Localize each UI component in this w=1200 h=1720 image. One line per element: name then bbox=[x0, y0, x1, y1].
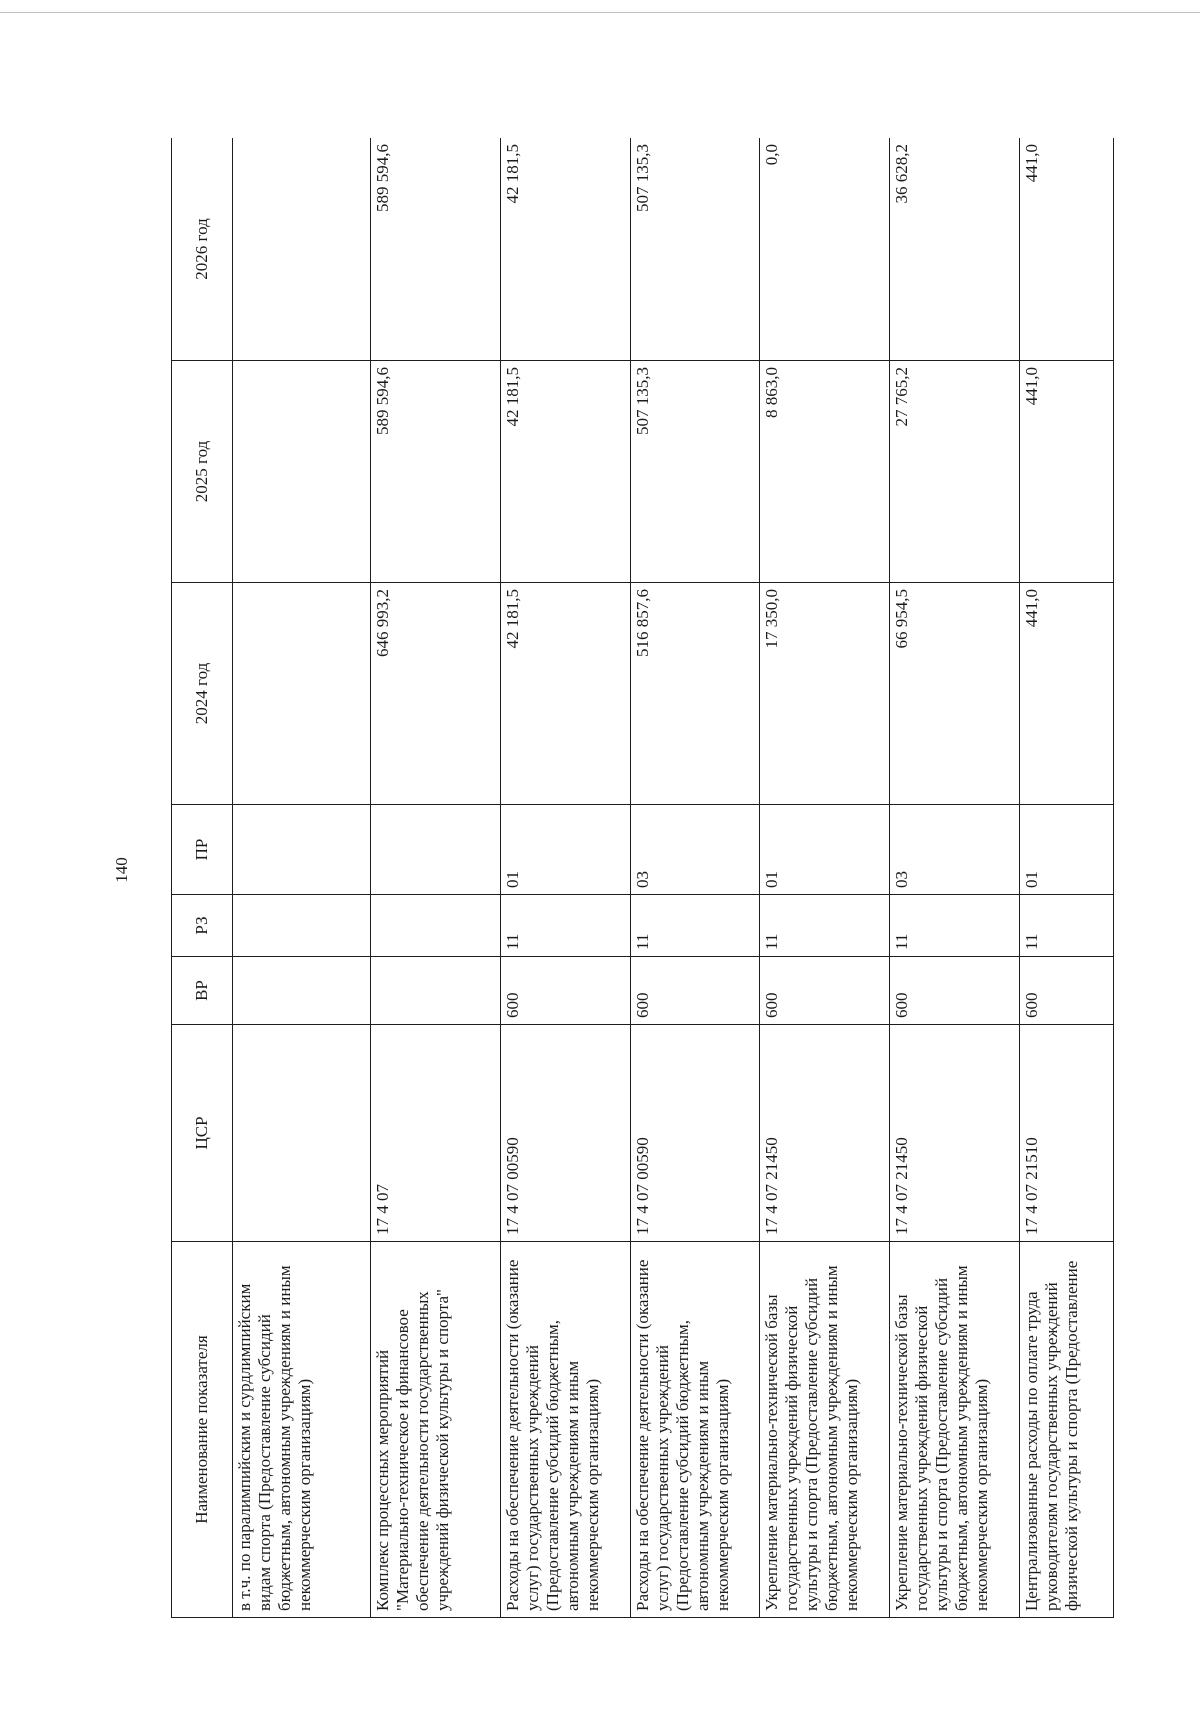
cell-csr: 17 4 07 00590 bbox=[630, 1025, 760, 1242]
cell-vr: 600 bbox=[1019, 957, 1113, 1025]
cell-2024: 66 954,5 bbox=[890, 583, 1020, 805]
cell-name: Укрепление материально-технической базы государственных учреждений физической культуры и спорта (Предоставление субсидий бюджетным, автономным учреждениям и иным некоммерческим организациям) bbox=[890, 1242, 1020, 1618]
cell-name: в т.ч. по паралимпийским и сурдлимпийским видам спорта (Предоставление субсидий бюджетным, автономным учреждениям и иным некоммерческим организациям) bbox=[233, 1242, 371, 1618]
cell-2025: 589 594,6 bbox=[370, 361, 500, 583]
cell-2025: 42 181,5 bbox=[500, 361, 630, 583]
cell-2024: 441,0 bbox=[1019, 583, 1113, 805]
table-row bbox=[500, 138, 630, 1618]
table-row bbox=[760, 138, 890, 1618]
cell-2024: 516 857,6 bbox=[630, 583, 760, 805]
cell-csr: 17 4 07 21450 bbox=[890, 1025, 1020, 1242]
cell-rz bbox=[233, 895, 371, 957]
cell-vr: 600 bbox=[760, 957, 890, 1025]
cell-csr bbox=[233, 1025, 371, 1242]
table-row bbox=[370, 138, 500, 1618]
cell-2026: 42 181,5 bbox=[500, 138, 630, 361]
cell-name: Комплекс процессных мероприятий "Материально-техническое и финансовое обеспечение деятельности государственных учреждений физической культуры и спорта" bbox=[370, 1242, 500, 1618]
cell-2026: 589 594,6 bbox=[370, 138, 500, 361]
scan-edge-line bbox=[0, 12, 1200, 13]
cell-name: Расходы на обеспечение деятельности (оказание услуг) государственных учреждений (Предоставление субсидий бюджетным, автономным учреждениям и иным некоммерческим организациям) bbox=[500, 1242, 630, 1618]
header-pr: ПР bbox=[172, 805, 233, 895]
cell-vr: 600 bbox=[630, 957, 760, 1025]
cell-vr: 600 bbox=[500, 957, 630, 1025]
cell-pr: 03 bbox=[890, 805, 1020, 895]
cell-pr: 01 bbox=[760, 805, 890, 895]
page-number: 140 bbox=[112, 857, 131, 883]
cell-rz: 11 bbox=[760, 895, 890, 957]
cell-2024: 17 350,0 bbox=[760, 583, 890, 805]
cell-pr: 01 bbox=[500, 805, 630, 895]
cell-rz: 11 bbox=[630, 895, 760, 957]
header-2026: 2026 год bbox=[172, 138, 233, 361]
header-csr: ЦСР bbox=[172, 1025, 233, 1242]
header-2025: 2025 год bbox=[172, 361, 233, 583]
cell-pr bbox=[233, 805, 371, 895]
cell-csr: 17 4 07 bbox=[370, 1025, 500, 1242]
header-rz: РЗ bbox=[172, 895, 233, 957]
table-row bbox=[630, 138, 760, 1618]
cell-2026: 507 135,3 bbox=[630, 138, 760, 361]
cell-2026: 36 628,2 bbox=[890, 138, 1020, 361]
cell-2025: 507 135,3 bbox=[630, 361, 760, 583]
cell-vr: 600 bbox=[890, 957, 1020, 1025]
budget-table-rotated bbox=[171, 138, 1114, 1618]
cell-rz: 11 bbox=[500, 895, 630, 957]
cell-rz: 11 bbox=[890, 895, 1020, 957]
cell-2024 bbox=[233, 583, 371, 805]
cell-rz: 11 bbox=[1019, 895, 1113, 957]
cell-2024: 42 181,5 bbox=[500, 583, 630, 805]
table-row bbox=[233, 138, 371, 1618]
cell-name: Расходы на обеспечение деятельности (оказание услуг) государственных учреждений (Предоставление субсидий бюджетным, автономным учреждениям и иным некоммерческим организациям) bbox=[630, 1242, 760, 1618]
cell-vr bbox=[233, 957, 371, 1025]
cell-pr: 03 bbox=[630, 805, 760, 895]
cell-pr: 01 bbox=[1019, 805, 1113, 895]
table-row bbox=[890, 138, 1020, 1618]
table-row bbox=[1019, 138, 1113, 1618]
cell-2026: 0,0 bbox=[760, 138, 890, 361]
cell-rz bbox=[370, 895, 500, 957]
cell-name: Централизованные расходы по оплате труда руководителям государственных учреждений физической культуры и спорта (Предоставление bbox=[1019, 1242, 1113, 1618]
cell-2026 bbox=[233, 138, 371, 361]
cell-2025: 27 765,2 bbox=[890, 361, 1020, 583]
cell-name: Укрепление материально-технической базы государственных учреждений физической культуры и спорта (Предоставление субсидий бюджетным, автономным учреждениям и иным некоммерческим организациям) bbox=[760, 1242, 890, 1618]
cell-2025: 441,0 bbox=[1019, 361, 1113, 583]
cell-csr: 17 4 07 00590 bbox=[500, 1025, 630, 1242]
cell-csr: 17 4 07 21510 bbox=[1019, 1025, 1113, 1242]
budget-table-frame bbox=[171, 138, 1114, 1618]
cell-pr bbox=[370, 805, 500, 895]
cell-csr: 17 4 07 21450 bbox=[760, 1025, 890, 1242]
header-vr: ВР bbox=[172, 957, 233, 1025]
cell-vr bbox=[370, 957, 500, 1025]
cell-2025 bbox=[233, 361, 371, 583]
cell-2026: 441,0 bbox=[1019, 138, 1113, 361]
budget-table bbox=[171, 138, 1114, 1618]
header-name: Наименование показателя bbox=[172, 1242, 233, 1618]
cell-2025: 8 863,0 bbox=[760, 361, 890, 583]
cell-2024: 646 993,2 bbox=[370, 583, 500, 805]
table-header-row bbox=[172, 138, 233, 1618]
header-2024: 2024 год bbox=[172, 583, 233, 805]
